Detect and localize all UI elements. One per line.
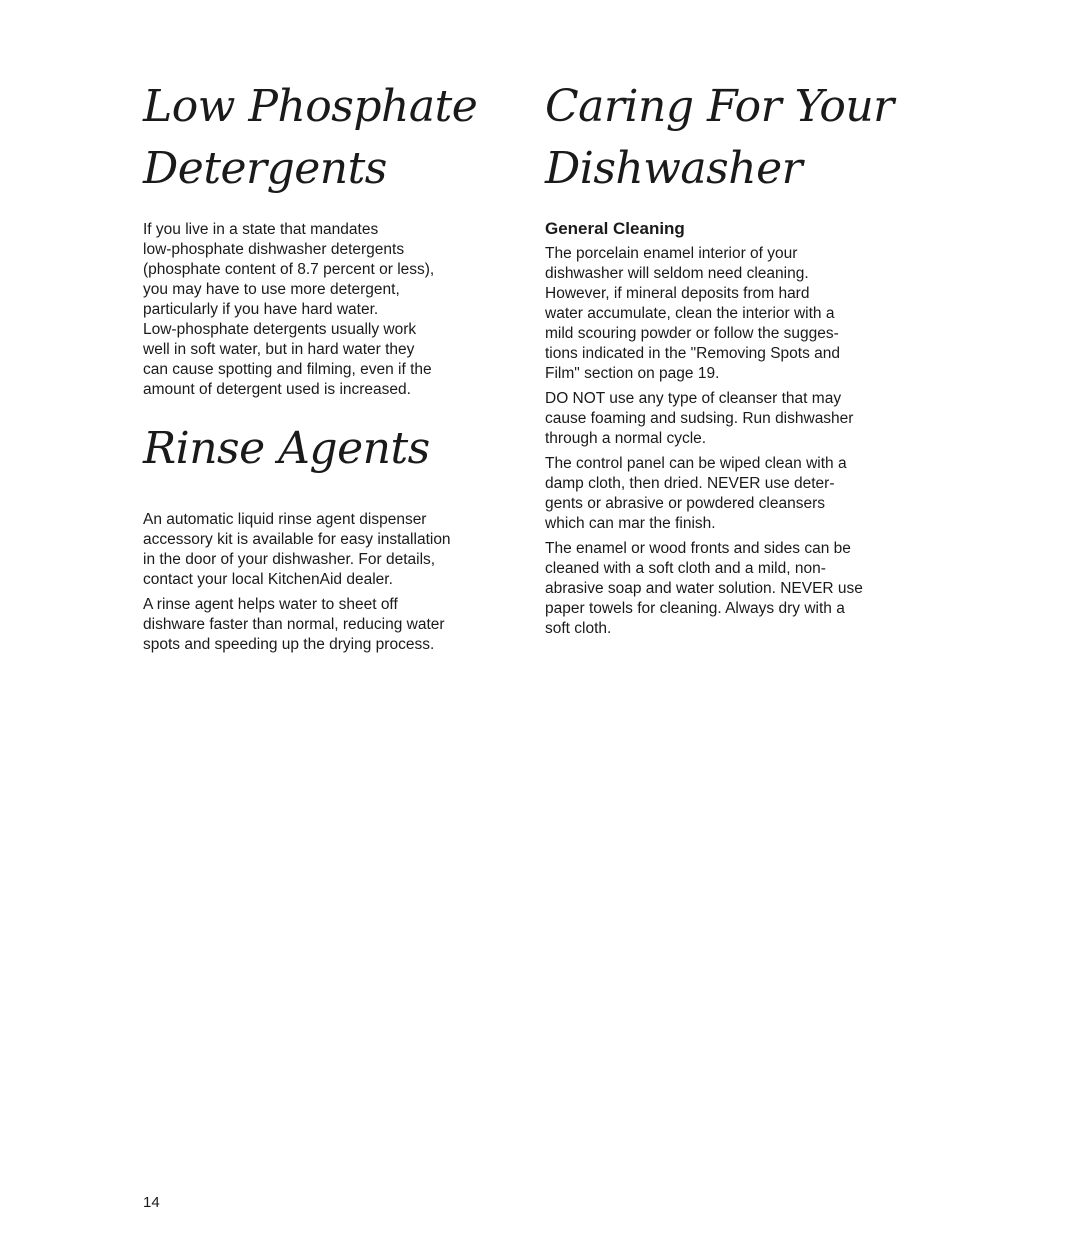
text-line: amount of detergent used is increased. — [143, 381, 411, 398]
rinse-agents-paragraph-1 — [143, 510, 451, 590]
text-line: Low-phosphate detergents usually work — [143, 321, 417, 338]
text-line: Film" section on page 19. — [545, 365, 720, 382]
text-line: cleaned with a soft cloth and a mild, non- — [545, 560, 826, 577]
text-line: damp cloth, then dried. NEVER use deter- — [545, 475, 835, 492]
text-line: dishware faster than normal, reducing water — [143, 616, 445, 633]
heading-line: Caring For Your — [545, 81, 894, 132]
text-line: through a normal cycle. — [545, 430, 707, 447]
text-line: A rinse agent helps water to sheet off — [143, 596, 398, 613]
text-line: However, if mineral deposits from hard — [545, 285, 810, 302]
text-line: can cause spotting and filming, even if the — [143, 361, 432, 378]
text-line: The control panel can be wiped clean with a — [545, 455, 847, 472]
text-line: tions indicated in the "Removing Spots and — [545, 345, 841, 362]
text-line: spots and speeding up the drying process. — [143, 636, 435, 653]
general-cleaning-paragraph-4 — [545, 539, 863, 639]
text-line: well in soft water, but in hard water they — [143, 341, 415, 358]
text-line: (phosphate content of 8.7 percent or less), — [143, 261, 435, 278]
page-number: 14 — [143, 1194, 160, 1211]
text-line: low-phosphate dishwasher detergents — [143, 241, 405, 258]
text-line: The enamel or wood fronts and sides can be — [545, 540, 851, 557]
text-line: abrasive soap and water solution. NEVER use — [545, 580, 863, 597]
text-line: which can mar the finish. — [545, 515, 716, 532]
text-line: accessory kit is available for easy installation — [143, 531, 451, 548]
general-cleaning-paragraph-3 — [545, 454, 847, 534]
text-line: gents or abrasive or powdered cleansers — [545, 495, 826, 512]
subheading-general-cleaning: General Cleaning — [545, 219, 685, 238]
text-line: paper towels for cleaning. Always dry with a — [545, 600, 845, 617]
heading-line: Dishwasher — [545, 143, 803, 194]
text-line: DO NOT use any type of cleanser that may — [545, 390, 842, 407]
text-line: An automatic liquid rinse agent dispenser — [143, 511, 427, 528]
general-cleaning-paragraph-1 — [545, 244, 840, 384]
rinse-agents-paragraph-2 — [143, 595, 445, 655]
text-line: you may have to use more detergent, — [143, 281, 400, 298]
heading-line: Detergents — [143, 143, 387, 194]
general-cleaning-paragraph-2 — [545, 389, 853, 449]
heading-low-phosphate-detergents — [143, 76, 477, 200]
text-line: in the door of your dishwasher. For details, — [143, 551, 436, 568]
text-line: particularly if you have hard water. — [143, 301, 379, 318]
heading-caring-for-your-dishwasher — [545, 76, 894, 200]
heading-rinse-agents: Rinse Agents — [143, 423, 430, 474]
text-line: soft cloth. — [545, 620, 612, 637]
text-line: If you live in a state that mandates — [143, 221, 379, 238]
text-line: contact your local KitchenAid dealer. — [143, 571, 393, 588]
text-line: mild scouring powder or follow the sugges- — [545, 325, 839, 342]
low-phosphate-paragraph — [143, 220, 434, 400]
text-line: The porcelain enamel interior of your — [545, 245, 798, 262]
text-line: cause foaming and sudsing. Run dishwasher — [545, 410, 854, 427]
heading-line: Low Phosphate — [143, 81, 478, 132]
text-line: water accumulate, clean the interior with a — [545, 305, 835, 322]
text-line: dishwasher will seldom need cleaning. — [545, 265, 809, 282]
